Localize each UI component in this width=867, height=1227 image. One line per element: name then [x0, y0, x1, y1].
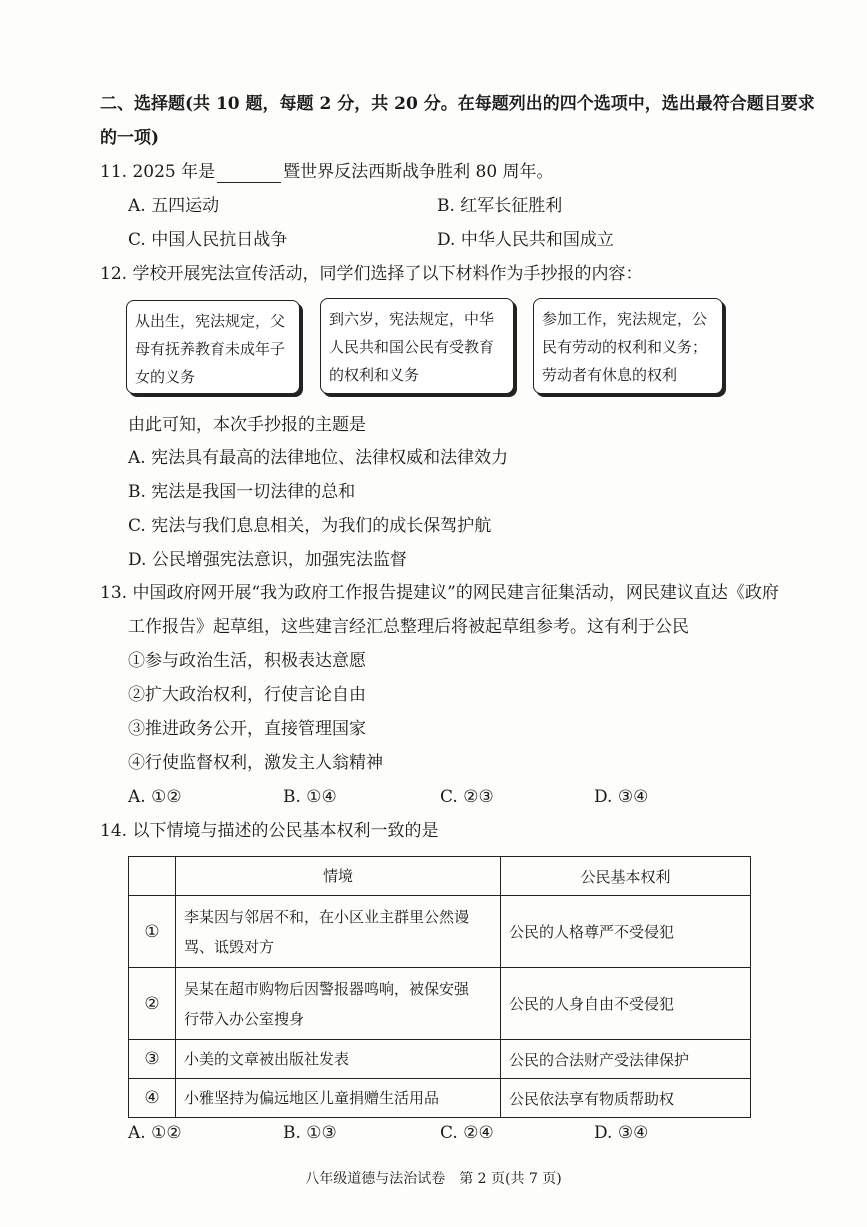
q12-card-1	[126, 300, 300, 394]
q14-row-4-num: ④	[129, 1079, 176, 1118]
q14-row-2-scene	[176, 968, 501, 1040]
q13-stem-line2: 工作报告》起草组，这些建言经汇总整理后将被起草组参考。这有利于公民	[128, 617, 689, 637]
q14-header-scene: 情境	[176, 857, 501, 896]
q12-lead: 由此可知，本次手抄报的主题是	[128, 415, 366, 435]
q14-row-1-scene-line2: 骂、诋毁对方	[184, 937, 275, 956]
q14-option-a: A. ①②	[128, 1123, 182, 1143]
q12-option-b: B. 宪法是我国一切法律的总和	[128, 482, 356, 502]
q13-stem-line1: 13. 中国政府网开展“我为政府工作报告提建议”的网民建言征集活动，网民建议直达《政府	[100, 583, 779, 603]
q14-option-b: B. ①③	[283, 1123, 337, 1143]
q11-answer-blank	[217, 164, 281, 183]
q14-row-3-right: 公民的合法财产受法律保护	[501, 1040, 751, 1079]
q11-stem-after: 暨世界反法西斯战争胜利 80 周年。	[283, 162, 554, 182]
q12-card-3-line-3: 劳动者有休息的权利	[542, 366, 678, 384]
q14-row-2-right: 公民的人身自由不受侵犯	[501, 968, 751, 1040]
q14-option-c: C. ②④	[440, 1123, 494, 1143]
table-row	[129, 968, 751, 1040]
table-row	[129, 896, 751, 968]
q13-item-2: ②扩大政治权利，行使言论自由	[128, 685, 366, 705]
section-heading-line2: 的一项)	[100, 128, 160, 148]
table-row	[129, 1079, 751, 1118]
q11-stem-before: 11. 2025 年是	[100, 162, 216, 182]
q14-table-header	[129, 857, 751, 896]
table-row	[129, 1040, 751, 1079]
q14-row-4-scene: 小雅坚持为偏远地区儿童捐赠生活用品	[176, 1079, 501, 1118]
q14-header-right: 公民基本权利	[501, 857, 751, 896]
q14-row-1-right: 公民的人格尊严不受侵犯	[501, 896, 751, 968]
q13-item-1: ①参与政治生活，积极表达意愿	[128, 651, 366, 671]
q14-stem: 14. 以下情境与描述的公民基本权利一致的是	[100, 821, 439, 841]
q13-option-c: C. ②③	[440, 787, 494, 807]
q14-row-2-num: ②	[129, 968, 176, 1040]
q14-row-2-scene-line2: 行带入办公室搜身	[184, 1009, 305, 1028]
q14-table	[128, 856, 751, 1118]
q12-option-a: A. 宪法具有最高的法律地位、法律权威和法律效力	[128, 448, 509, 468]
q13-item-4: ④行使监督权利，激发主人翁精神	[128, 753, 383, 773]
q13-option-a: A. ①②	[128, 787, 182, 807]
q12-card-2-line-3: 的权利和义务	[329, 366, 420, 384]
q11-option-a: A. 五四运动	[128, 196, 220, 216]
section-heading-line1: 二、选择题(共 10 题，每题 2 分，共 20 分。在每题列出的四个选项中，选出最符合题目要求	[100, 94, 815, 114]
q12-card-1-line-3: 女的义务	[135, 368, 196, 386]
q12-card-2-line-2: 人民共和国公民有受教育	[329, 338, 495, 356]
q14-header-blank	[129, 857, 176, 896]
q14-row-3-scene: 小美的文章被出版社发表	[176, 1040, 501, 1079]
q11-option-c: C. 中国人民抗日战争	[128, 230, 288, 250]
q11-option-b: B. 红军长征胜利	[437, 196, 563, 216]
q12-card-2	[320, 298, 514, 394]
q13-option-d: D. ③④	[594, 787, 649, 807]
q12-card-3-line-1: 参加工作，宪法规定，公	[542, 310, 708, 328]
q12-card-1-line-2: 母有抚养教育未成年子	[135, 340, 286, 358]
q12-card-3-line-2: 民有劳动的权利和义务；	[542, 338, 708, 356]
q14-row-1-scene	[176, 896, 501, 968]
q11-stem	[100, 161, 554, 183]
q12-card-2-line-1: 到六岁，宪法规定，中华	[329, 310, 495, 328]
q14-option-d: D. ③④	[594, 1123, 649, 1143]
q14-row-1-scene-line1: 李某因与邻居不和，在小区业主群里公然谩	[184, 907, 470, 926]
page-footer: 八年级道德与法治试卷 第 2 页(共 7 页)	[305, 1171, 562, 1187]
q12-card-3	[533, 298, 723, 394]
q13-item-3: ③推进政务公开，直接管理国家	[128, 719, 366, 739]
q11-option-d: D. 中华人民共和国成立	[437, 230, 614, 250]
q14-row-2-scene-line1: 吴某在超市购物后因警报器鸣响，被保安强	[184, 979, 470, 998]
q14-row-4-right: 公民依法享有物质帮助权	[501, 1079, 751, 1118]
q12-stem: 12. 学校开展宪法宣传活动，同学们选择了以下材料作为手抄报的内容：	[100, 264, 643, 284]
q12-card-1-line-1: 从出生，宪法规定，父	[135, 312, 286, 330]
q12-option-d: D. 公民增强宪法意识，加强宪法监督	[128, 550, 407, 570]
q12-option-c: C. 宪法与我们息息相关，为我们的成长保驾护航	[128, 516, 492, 536]
q14-row-1-num: ①	[129, 896, 176, 968]
q14-row-3-num: ③	[129, 1040, 176, 1079]
q13-option-b: B. ①④	[283, 787, 337, 807]
